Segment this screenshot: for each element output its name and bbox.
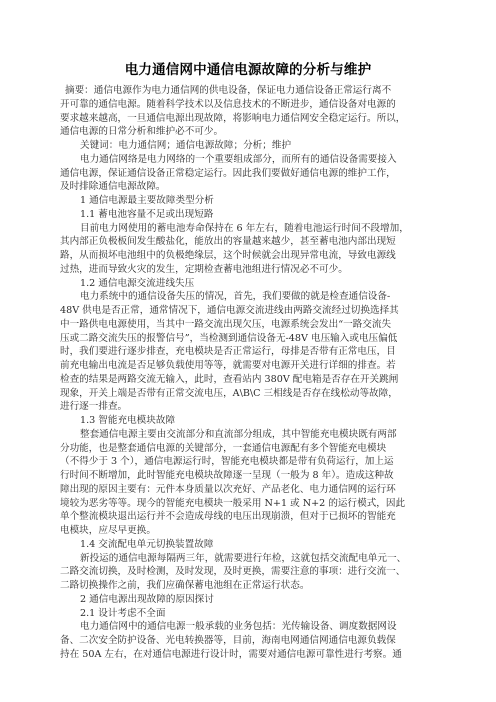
text-line: 1.2 通信电源交流进线失压 bbox=[80, 277, 195, 289]
text-line: 进行逐一排查。 bbox=[60, 401, 128, 413]
text-line: 路，从而损坏电池组中的负极绝缘层，这个时候就会出现异常电流，导致电源线 bbox=[60, 250, 396, 261]
text-line: 及时排除通信电源故障。 bbox=[60, 181, 166, 193]
text-line: 其内部正负极板间发生酸盐化，能放出的容量越来越少，甚至蓄电池内部出现短 bbox=[60, 236, 396, 248]
text-line: （不得少于 3 个），通信电源运行时，智能充电模块都是带有负荷运行，加上运 bbox=[60, 456, 394, 468]
text-line: 1.3 智能充电模块故障 bbox=[80, 415, 176, 426]
text-line: 时，我们要进行逐步排查，充电模块是否正常运行，母排是否带有正常电压，目 bbox=[60, 346, 396, 358]
text-line: 整套通信电源主要由交流部分和直流部分组成，其中智能充电模块既有两部 bbox=[80, 428, 397, 440]
text-line: 现象，开关上端是否带有正常交流电压，A\B\C 三相线是否存在线松动等故障， bbox=[60, 387, 398, 399]
text-line: 行时间不断增加，此时智能充电模块故障逐一呈现（一般为 8 年）。造成这种故 bbox=[60, 470, 394, 481]
text-line: 关键词：电力通信网；通信电源故障；分析；维护 bbox=[80, 140, 292, 151]
text-line: 1.4 交流配电单元切换装置故障 bbox=[80, 538, 214, 550]
document-title: 电力通信网中通信电源故障的分析与维护 bbox=[124, 62, 372, 78]
text-line: 1 通信电源最主要故障类型分析 bbox=[80, 195, 214, 206]
text-line: 摘要：通信电源作为电力通信网的供电设备，保证电力通信设备正常运行离不 bbox=[65, 85, 392, 96]
text-line: 2 通信电源出现故障的原因探讨 bbox=[80, 593, 214, 605]
text-line: 分功能，也是整套通信电源的关键部分，一套通信电源配有多个智能充电模块 bbox=[60, 442, 387, 454]
text-line: 检查的结果是两路交流无输入，此时，查看站内 380V 配电箱是否存在开关跳闸 bbox=[60, 373, 399, 385]
text-line: 中一路供电电源使用，当其中一路交流出现欠压，电源系统会发出“一路交流失 bbox=[60, 318, 392, 330]
text-line: 持在 50A 左右，在对通信电源进行设计时，需要对通信电源可靠性进行考察。通 bbox=[60, 648, 402, 660]
text-line: 通信电源的日常分析和维护必不可少。 bbox=[60, 126, 224, 138]
text-line: 电力通信网络是电力网络的一个重要组成部分，而所有的通信设备需要接入 bbox=[80, 153, 397, 165]
text-line: 压或二路交流失压的报警信号”，当检测到通信设备无-48V 电压输入或电压偏低 bbox=[60, 332, 398, 344]
text-line: 前充电输出电流是否足够负载使用等等，就需要对电源开关进行详细的排查。若 bbox=[60, 360, 396, 371]
text-line: 电力系统中的通信设备失压的情况，首先，我们要做的就是检查通信设备- bbox=[80, 291, 391, 303]
text-line: 电力通信网中的通信电源一般承载的业务包括：光传输设备、调度数据网设 bbox=[80, 621, 397, 633]
text-line: 二路交流切换，及时检测，及时发现，及时更换，需要注意的事项：进行交流一、 bbox=[60, 566, 406, 578]
text-line: 2.1 设计考虑不全面 bbox=[80, 607, 166, 619]
text-line: 新投运的通信电源每隔两三年，就需要进行年检，这就包括交流配电单元一、 bbox=[80, 552, 407, 564]
text-line: 通信电源，保证通信设备正常稳定运行。因此我们要做好通信电源的维护工作， bbox=[60, 167, 396, 179]
text-line: 要求越来越高，一旦通信电源出现故障，将影响电力通信网安全稳定运行。所以， bbox=[60, 112, 406, 124]
text-line: 境较为恶劣等等。现今的智能充电模块一般采用 N+1 或 N+2 的运行模式，因此 bbox=[60, 497, 406, 509]
text-line: 开可靠的通信电源。随着科学技术以及信息技术的不断进步，通信设备对电源的 bbox=[60, 98, 396, 110]
text-line: 二路切换操作之前，我们应确保蓄电池组在正常运行状态。 bbox=[60, 580, 310, 591]
text-line: 过热，进而导致火灾的发生，定期检查蓄电池组进行情况必不可少。 bbox=[60, 263, 348, 275]
text-line: 单个整流模块退出运行并不会造成母线的电压出现崩溃，但对于已损坏的智能充 bbox=[60, 511, 396, 523]
document-body bbox=[60, 84, 438, 662]
text-line: 障出现的原因主要有：元件本身质量以次充好、产品老化、电力通信网的运行环 bbox=[60, 483, 396, 495]
text-line: 1.1 蓄电池容量不足或出现短路 bbox=[80, 208, 214, 220]
text-line: 目前电力网使用的蓄电池寿命保持在 6 年左右，随着电池运行时间不段增加， bbox=[80, 222, 409, 234]
text-line: 备、二次安全防护设备、光电转换器等，目前，海南电网通信网通信电源负载保 bbox=[60, 635, 396, 646]
text-line: 电模块，应尽早更换。 bbox=[60, 525, 156, 536]
text-line: 48V 供电是否正常，通常情况下，通信电源交流进线由两路交流经过切换选择其 bbox=[60, 305, 399, 316]
